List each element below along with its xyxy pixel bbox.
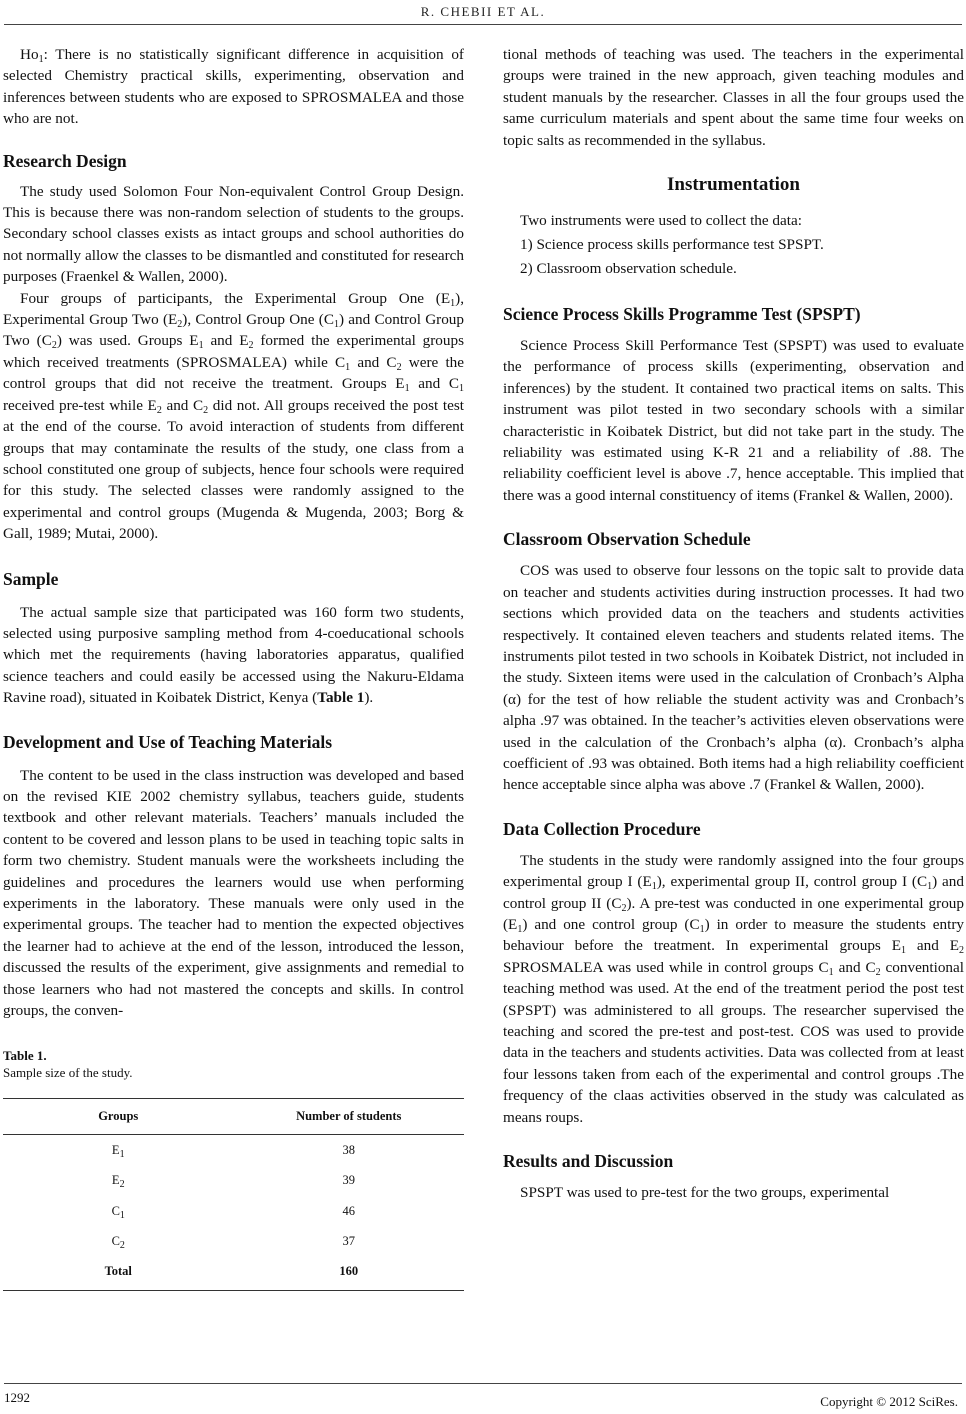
table-title: Table 1. xyxy=(3,1048,47,1064)
research-design-paragraph-2: Four groups of participants, the Experimental Group One $(E_1)$, Experimental Group Two $(E_2)$, Control Group One $(C_1)$ and Control Group Two $(C_2)$ was used. Groups $E_1$ and $E_2$ formed the experimental groups which received treatments (SPROSMALEA) while $C_1$ and $C_2$ were the control groups that did not receive the treatment. Groups $E_1$ and $C_1$ received pre-test while $E_2$ and $C_2$ did not. All groups received the post test at the end of the course. To avoid interaction of students from different groups that may contaminate the results of the study, one class from a school constituted one group of subjects, hence four schools were required for this study. The selected classes were randomly assigned to the experimental and control groups (Mugenda & Mugenda, 2003; Borg & Gall, 1989; Mutai, 2000). xyxy=(3,289,465,543)
spspt-heading: Science Process Skills Programme Test (SPSPT) xyxy=(503,304,861,325)
page-number: 1292 xyxy=(4,1390,30,1405)
sample-heading: Sample xyxy=(3,568,59,589)
running-head: R. CHEBII ET AL. xyxy=(420,4,546,19)
table-row: $E_1$ 38 xyxy=(111,1142,355,1160)
table-row: $E_2$ 39 xyxy=(111,1173,355,1191)
table-caption: Sample size of the study. xyxy=(3,1065,133,1081)
cos-heading: Classroom Observation Schedule xyxy=(503,529,751,550)
hypothesis-paragraph: $Ho_1$: There is no statistically significant difference in acquisition of selected Chemistry practical skills, experimenting, observation and inferences between students who are exposed to SPROSMALEA and those who are not. xyxy=(3,46,464,128)
results-paragraph: SPSPT was used to pre-test for the two groups, experimental xyxy=(520,1184,890,1202)
left-column xyxy=(3,44,464,1291)
cos-paragraph: COS was used to observe four lessons on the topic salt to provide data on teacher and students activities during instruction processes. It had two sections which provided data on the teachers and students activities respectively. It contained eleven teachers and students related items. The instruments pilot tested in two schools in Koibatek District, not included in the study. Sixteen items were used in the calculation of Cronbach’s Alpha (α) for the test of how reliable the student activity was and Cronbach’s alpha .97 was obtained. In the teacher’s activities eleven observations were used in the calculation of the Cronbach’s alpha (α). Cronbach’s alpha coefficient of .93 was obtained. Both items had a high reliability coefficient hence acceptable since alpha was above .7 (Frankel & Wallen, 2000). xyxy=(503,562,964,794)
instrumentation-intro: Two instruments were used to collect the data: xyxy=(520,212,802,230)
instrument-item-2: 2) Classroom observation schedule. xyxy=(520,260,737,278)
research-design-paragraph-1: The study used Solomon Four Non-equivalent Control Group Design. This is because there was non-random selection of students to the groups. Secondary school classes exists as intact groups and school authorities do not normally allow the classes to be dismantled and constituted for research purposes (Fraenkel & Wallen, 2000). xyxy=(3,182,464,286)
right-column xyxy=(503,44,964,1203)
column-header-groups: Groups xyxy=(3,1099,234,1134)
table-row: $C_1$ 46 xyxy=(111,1203,355,1221)
development-paragraph: The content to be used in the class instruction was developed and based on the revised KIE 2002 chemistry syllabus, teachers guide, students textbook and other relevant materials. Teachers’ manuals included the content to be covered and lesson plans to be used in teaching topic salts in form two chemistry. Student manuals were the worksheets including the guidelines and procedures the learners would use when performing experiments in the laboratory. These manuals were only used in the experimental groups. The teacher had to mention the expected objectives the learner had to achieve at the end of the lesson, introduced the lesson, discussed the results of the experiment, give assignments and remedial to those learners who had not mastered the concepts and skills. In control groups, the conven- xyxy=(3,766,464,1020)
instrumentation-heading: Instrumentation xyxy=(666,174,800,196)
data-collection-heading: Data Collection Procedure xyxy=(503,818,701,839)
table-1-reference[interactable]: Table 1 xyxy=(317,689,365,707)
research-design-heading: Research Design xyxy=(3,150,127,171)
sample-size-table xyxy=(3,1098,464,1290)
instrument-item-1: 1) Science process skills performance test SPSPT. xyxy=(520,236,824,254)
column-header-students: Number of students xyxy=(234,1099,465,1134)
development-heading: Development and Use of Teaching Materials xyxy=(3,731,333,752)
table-total-row: Total 160 xyxy=(3,1256,464,1290)
data-collection-paragraph: The students in the study were randomly assigned into the four groups experimental group I $(E_1)$, experimental group II, control group I $(C_1)$ and control group II $(C_2)$. A pre-test was conducted in one experimental group $(E_1)$ and one control group $(C_1)$ in order to measure the students entry behaviour before the treatment. In experimental groups $E_1$ and $E_2$ SPROSMALEA was used while in control groups $C_1$ and $C_2$ conventional teaching method was used. At the end of the treatment period the post test (SPSPT) was administered to all groups. The researcher supervised the teaching and scored the pre-test and post-test. COS was used to provide data in the teachers and students activities. Data was collected from at least four lessons taken from each of the experimental and control groups .The frequency of the claas activities observed in the study was calculated as means roups. xyxy=(503,851,964,1126)
continued-paragraph: tional methods of teaching was used. The teachers in the experimental groups were trained in the new approach, given teaching modules and student manuals by the researcher. Classes in all the four groups used the same curriculum materials and spent about the same time four weeks on topic salts as recommended in the syllabus. xyxy=(503,46,964,149)
results-heading: Results and Discussion xyxy=(503,1151,674,1172)
spspt-paragraph: Science Process Skill Performance Test (SPSPT) was used to evaluate the performance of process skills (experimenting, observation and inferences) by the student. It contained two practical items on salts. This instrument was pilot tested in two secondary schools with a similar characteristic in Koibatek District, but did not take part in the study. The reliability was estimated using K-R 21 and a reliability of .88. The reliability coefficient level is above .7, hence acceptable. This implied that there was a good internal constituency of items (Frankel & Wallen, 2000). xyxy=(503,337,964,504)
sample-paragraph: The actual sample size that participated was 160 form two students, selected using purposive sampling method from 4-coeducational schools which met the requirements (having laboratories apparatus, qualified science teachers and could easily be accessed using the Nakuru-Eldama Ravine road), situated in Koibatek District, Kenya (Table 1). xyxy=(3,603,464,707)
copyright-notice: Copyright © 2012 SciRes. xyxy=(820,1394,958,1409)
table-row: $C_2$ 37 xyxy=(111,1234,355,1252)
header-divider xyxy=(4,24,962,25)
footer-divider xyxy=(4,1383,962,1384)
